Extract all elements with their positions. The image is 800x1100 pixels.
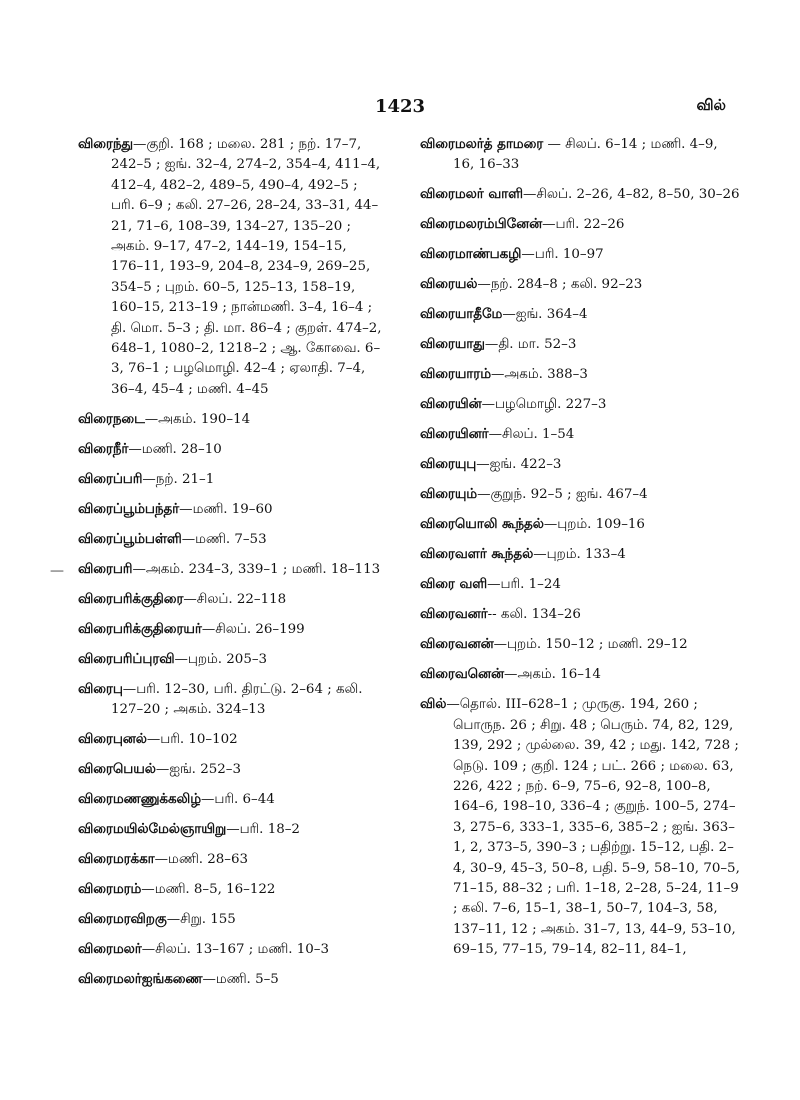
entry-headword: விரையொலி கூந்தல் [420,516,544,533]
index-entry [78,134,383,400]
entry-references: —மணி. 28–63 [154,852,249,868]
entry-references: —மணி. 19–60 [179,501,273,517]
entry-references: —பரி. 22–26 [542,217,625,233]
entry-references: —மணி. 8–5, 16–122 [141,882,276,898]
entry-headword: விரைமலர் வாளி [420,186,523,203]
entry-headword: விரைவனர் [420,606,488,623]
index-entry [78,879,383,900]
entry-headword: விரைபரிப்புரவி [78,650,175,667]
index-entry [420,574,740,595]
entry-references: —சிலப். 22–118 [183,591,287,607]
entry-references: —மணி. 7–53 [181,531,267,547]
index-entry [78,819,383,840]
index-entry [420,604,740,625]
index-entry [420,634,740,655]
page-number: 1423 [374,96,426,117]
right-column [420,134,740,969]
index-entry [78,649,383,670]
index-entry [78,589,383,610]
index-entry [420,394,740,415]
index-entry [78,759,383,780]
entry-references: —சிலப். 13–167 ; மணி. 10–3 [141,942,329,958]
index-entry [420,274,740,295]
index-entry [78,469,383,490]
entry-references: —பரி. 6–44 [200,792,275,808]
entry-references: —ஐங். 422–3 [476,457,562,473]
entry-headword: விரைபெயல் [78,761,156,778]
index-entry [420,214,740,235]
entry-references: —பரி. 10–102 [146,732,238,748]
entry-references: —மணி. 5–5 [202,972,279,988]
running-head: வில் [696,96,726,114]
entry-references: —குறுந். 92–5 ; ஐங். 467–4 [477,487,648,503]
entry-references: —அகம். 234–3, 339–1 ; மணி. 18–113 [132,561,381,577]
entry-references: —அகம். 388–3 [491,367,588,383]
entry-references: —சிலப். 26–199 [201,621,305,637]
index-entry [420,304,740,325]
entry-headword: விரைமயில்மேல்ஞாயிறு [78,821,227,838]
index-entry [420,364,740,385]
index-entry [420,454,740,475]
entry-references: —சிலப். 1–54 [488,427,575,443]
entry-headword: விரைநடை [78,410,145,427]
entry-references: -- கலி. 134–26 [487,607,581,623]
margin-mark: — [50,563,64,579]
index-entry [78,619,383,640]
index-entry [420,544,740,565]
index-entry [78,439,383,460]
entry-headword: விரையுபு [420,456,477,473]
index-entry [420,244,740,265]
index-entry [78,849,383,870]
entry-references: — சிலப். 6–14 ; மணி. 4–9, 16, 16–33 [453,137,718,173]
entry-references: —புறம். 150–12 ; மணி. 29–12 [493,637,688,653]
entry-references: —சிலப். 2–26, 4–82, 8–50, 30–26 [523,187,740,203]
entry-headword: விரைவனன் [420,636,494,653]
entry-headword: விரைந்து [78,136,134,152]
entry-references: —பரி. 12–30, பரி. திரட்டு. 2–64 ; கலி. 127–20 ; அகம். 324–13 [111,681,363,718]
entry-references: —நற். 284–8 ; கலி. 92–23 [477,277,643,293]
index-entry [78,789,383,810]
entry-headword: விரையாதீமே [420,306,503,323]
index-entry [78,679,383,721]
entry-headword: விரையினர் [420,426,489,443]
index-entry [78,529,383,550]
entry-headword: விரையல் [420,276,478,293]
index-entry [78,499,383,520]
entry-headword: விரைமலரம்பினேன் [420,216,543,233]
index-entry [78,969,383,990]
left-column [78,134,383,999]
entry-references: —பரி. 1–24 [487,577,561,593]
index-entry [420,664,740,685]
index-entry [78,909,383,930]
entry-headword: விரைமரக்கா [78,851,155,868]
index-entry [420,134,740,176]
entry-headword: விரைமரம் [78,881,142,898]
entry-headword: விரைமலர்ஐங்கணை [78,971,203,988]
index-entry [78,559,383,580]
entry-headword: விரைவனென் [420,666,505,683]
index-entry [420,694,740,960]
entry-references: —நற். 21–1 [142,471,215,487]
index-entry [420,184,740,205]
index-entry [78,939,383,960]
entry-headword: விரைவளர் கூந்தல் [420,546,534,563]
entry-references: —பரி. 18–2 [226,822,300,838]
entry-references: —மணி. 28–10 [128,441,222,457]
entry-headword: விரையின் [420,396,482,413]
entry-headword: விரையும் [420,486,478,503]
index-entry [420,484,740,505]
index-entry [420,514,740,535]
entry-references: —சிறு. 155 [166,912,236,928]
entry-headword: விரைப்பரி [78,470,143,487]
index-entry [420,334,740,355]
entry-references: —புறம். 109–16 [543,517,645,533]
index-entry [78,729,383,750]
entry-headword: விரைபரி [78,560,133,577]
entry-headword: விரைமரவிறகு [78,911,167,928]
entry-headword: விரைபுனல் [78,731,147,748]
entry-references: —அகம். 16–14 [504,667,601,683]
entry-headword: விரைபரிக்குதிரையர் [78,620,202,637]
entry-headword: விரைமலர்த் தாமரை [420,136,544,152]
entry-headword: வில் [420,696,447,713]
index-entry [420,424,740,445]
entry-references: —பரி. 10–97 [521,247,604,263]
entry-headword: விரைப்பூம்பள்ளி [78,530,182,547]
entry-headword: விரைமலர் [78,941,142,958]
entry-headword: விரைப்பூம்பந்தர் [78,500,180,517]
entry-headword: விரைபு [78,680,123,697]
index-entry [78,409,383,430]
entry-headword: விரைபரிக்குதிரை [78,590,184,607]
entry-headword: விரை வளி [420,576,488,593]
entry-references: —தொல். III–628–1 ; முருகு. 194, 260 ; பொருந. 26 ; சிறு. 48 ; பெரும். 74, 82, 129, 139, 292 ; முல்லை. 39, 42 ; மது. 142, 728 ; நெடு. 109 ; குறி. 124 ; பட். 266 ; மலை. 63, 226, 422 ; நற். 6–9, 75–6, 92–8, 100–8, 164–6, 198–10, 336–4 ; குறுந். 100–5, 274–3, 275–6, 333–1, 335–6, 385–2 ; ஐங். 363–1, 2, 373–5, 390–3 ; பதிற்று. 15–12, பதி. 2–4, 30–9, 45–3, 50–8, பதி. 5–9, 58–10, 70–5, 71–15, 88–32 ; பரி. 1–18, 2–28, 5–24, 11–9 ; கலி. 7–6, 15–1, 38–1, 50–7, 104–3, 58, 137–11, 12 ; அகம். 31–7, 13, 44–9, 53–10, 69–15, 77–15, 79–14, 82–11, 84–1, [446,697,740,958]
entry-headword: விரைமாண்பகழி [420,246,522,263]
entry-headword: விரையாது [420,336,485,353]
entry-references: —தி. மா. 52–3 [484,337,577,353]
entry-headword: விரைநீர் [78,440,129,457]
entry-references: —ஐங். 364–4 [502,307,588,323]
entry-references: —புறம். 133–4 [533,547,626,563]
entry-references: —குறி. 168 ; மலை. 281 ; நற். 17–7, 242–5 ; ஐங். 32–4, 274–2, 354–4, 411–4, 412–4, 482–2, 489–5, 490–4, 492–5 ; பரி. 6–9 ; கலி. 27–26, 28–24, 33–31, 44–21, 71–6, 108–39, 134–27, 135–20 ; அகம். 9–17, 47–2, 144–19, 154–15, 176–11, 193–9, 204–8, 234–9, 269–25, 354–5 ; புறம். 60–5, 125–13, 158–19, 160–15, 213–19 ; நான்மணி. 3–4, 16–4 ; தி. மொ. 5–3 ; தி. மா. 86–4 ; குறள். 474–2, 648–1, 1080–2, 1218–2 ; ஆ. கோவை. 6–3, 76–1 ; பழமொழி. 42–4 ; ஏலாதி. 7–4, 36–4, 45–4 ; மணி. 4–45 [111,137,382,397]
entry-references: —அகம். 190–14 [144,411,251,427]
entry-headword: விரைமணணுக்கலிழ் [78,791,201,808]
entry-headword: விரையாரம் [420,366,491,383]
entry-references: —ஐங். 252–3 [155,762,241,778]
entry-references: —பழமொழி. 227–3 [481,397,607,413]
entry-references: —புறம். 205–3 [174,651,268,667]
